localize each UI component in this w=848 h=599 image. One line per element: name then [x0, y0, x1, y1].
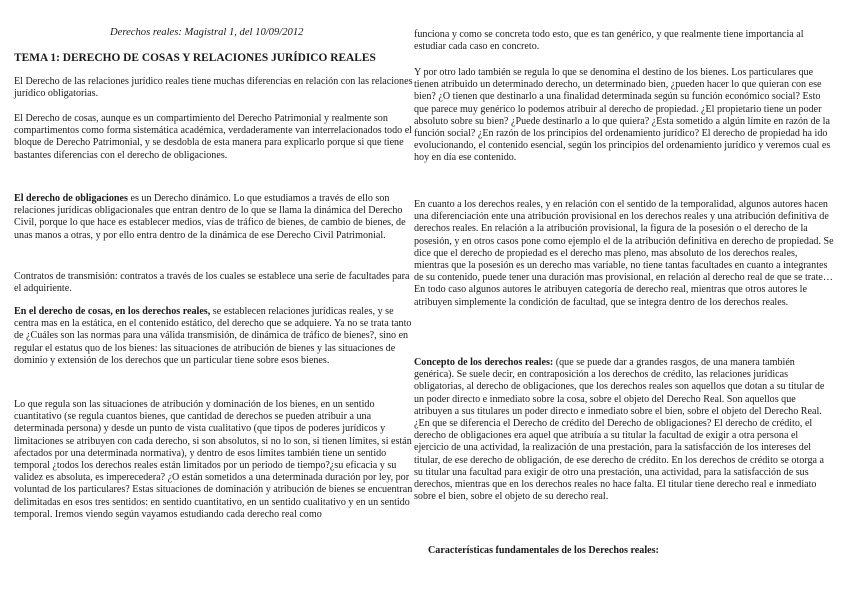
bold-lead: En el derecho de cosas, en los derechos reales,	[14, 306, 211, 317]
paragraph: En cuanto a los derechos reales, y en relación con el sentido de la temporalidad, algunos autores hacen una diferenciación ente una atribución provisional en los derechos reales y una atribución definitiva de derechos reales. En relación a la atribución provisional, la figura de la posesión o el derecho de la posesión, y en otros casos pone como ejemplo el de la atribución definitiva en derecho de propiedad. Se dice que el derecho de propiedad es el derecho mas pleno, mas absoluto de los derechos reales, mientras que la posesión es un derecho mas variable, no tiene tantas facultades en cuanto a integrantes de su contenido, puede tener una duración mas provisional, en relación al derecho real de que se trate… En todo caso algunos autores le atribuyen categoría de derecho real, mientras que otros autores le atribuyen simplemente la condición de facultad, que se integra dentro de los derechos reales.	[414, 199, 834, 308]
paragraph-text: se establecen relaciones jurídicas reales, y se centra mas en la estática, en el contenido estático, del derecho que se adquiere. Ya no se trata tanto de ¿Cuáles son las normas para una válida transmisión, de dinámica de tráfico de bienes?, sino en regular el estatus quo de los bienes: las situaciones de atribución de bienes y las situaciones de dominio y extensión de los derechos que un particular tiene sobre esos bienes.	[14, 306, 412, 366]
paragraph	[14, 306, 414, 367]
paragraph: Lo que regula son las situaciones de atribución y dominación de los bienes, en un sentido cuantitativo (se regula cuantos bienes, que cantidad de derechos se pueden atribuir a una determinada persona) y desde un punto de vista cualitativo (que tipos de poderes jurídicos y limitaciones se atribuyen con cada derecho, si son absolutos, si no lo son, si tienen límites, si están afectados por una determinada normativa), y dentro de esos límites también tiene un sentido temporal ¿todos los derechos reales están limitados por un periodo de tiempo?¿su eficacia y su validez es absoluta, es imperecedera? ¿O están sometidos a una determinada duración por ley, por voluntad de los particulares? Estas situaciones de dominación y atribución de bienes se encuentran delimitadas en esos tres sentidos: en sentido cuantitativo, en un sentido cualitativo y en un sentido temporal. Iremos viendo según vayamos estudiando cada derecho real como	[14, 399, 413, 520]
bold-lead: El derecho de obligaciones	[14, 193, 128, 204]
paragraph	[14, 193, 414, 242]
paragraph	[414, 357, 834, 503]
paragraph: El Derecho de las relaciones jurídico reales tiene muchas diferencias en relación con las relaciones jurídico obligatorias.	[14, 76, 413, 100]
paragraph: Contratos de transmisión: contratos a través de los cuales se establece una serie de facultades para el adquiriente.	[14, 271, 410, 295]
bold-lead: Concepto de los derechos reales:	[414, 357, 554, 368]
section-subheading: Características fundamentales de los Derechos reales:	[428, 545, 659, 556]
paragraph: El Derecho de cosas, aunque es un compartimiento del Derecho Patrimonial y realmente son compartimentos como forma sistemática académica, verdaderamente van interrelacionados todo el bloque de Derecho Patrimonial, y se desdobla de esta manera para explicarlo porque si que tiene bastantes diferencias con el derecho de obligaciones.	[14, 113, 412, 161]
paragraph: Y por otro lado también se regula lo que se denomina el destino de los bienes. Los particulares que tienen atribuido un determinado derecho, un determinado bien, ¿pueden hacer lo que quieran con ese bien? ¿O tienen que destinarlo a una finalidad determinada según su función económico social? Esto que parece muy genérico lo podemos atribuir al derecho de propiedad. ¿El propietario tiene un poder absoluto sobre su bien? ¿Puede destinarlo a lo que quiera? ¿Esta sometido a algún límite en razón de la función social? ¿En razón de los principios del ordenamiento jurídico? El derecho de propiedad ha ido evolucionando, el contenido esencial, según los principios del ordenamiento jurídico y veremos cual es hoy en día ese contenido.	[414, 67, 831, 164]
paragraph-text: es un Derecho dinámico. Lo que estudiamos a través de ello son relaciones jurídicas obligacionales que entran dentro de lo que se llama la dinámica del Derecho Civil, porque lo que hace es establecer medios, vías de tráfico de bienes, de cambio de bienes, de unas manos a otras, y por ello entra dentro de la dinámica de ese Derecho Civil Patrimonial.	[14, 193, 406, 241]
document-header: Derechos reales: Magistral 1, del 10/09/2012	[110, 27, 304, 38]
paragraph: funciona y como se concreta todo esto, que es tan genérico, y que realmente tiene importancia al estudiar cada caso en concreto.	[414, 29, 804, 53]
topic-title: TEMA 1: DERECHO DE COSAS Y RELACIONES JURÍDICO REALES	[14, 52, 376, 64]
paragraph-text: (que se puede dar a grandes rasgos, de una manera también genérica). Se suele decir, en contraposición a los derechos de crédito, las relaciones jurídicas obligatorias, al derecho de obligaciones, que los derechos reales son aquellos que dotan a su titular de un poder directo e inmediato sobre la cosa, sobre el objeto del Derecho Real. Son aquellos que atribuyen a sus titulares un poder directo e inmediato sobre el bien, sobre el objeto del Derecho Real. ¿En que se diferencia el Derecho de crédito del Derecho de obligaciones? El derecho de crédito, el derecho de obligaciones era aquel que atribuía a su titular la facultad de exigir a otra persona el ejercicio de una actividad, la realización de una prestación, para la satisfacción de los intereses del titular, de ese derecho de obligación, de ese derecho de crédito. En los derechos de crédito se otorga a su titular una facultad para exigir de otro una prestación, una actividad, para la satisfacción de sus derechos, mientras que en los derechos reales no hace falta. El titular tiene derecho real e inmediato sobre el bien, sobre el objeto de su derecho real.	[414, 357, 825, 503]
